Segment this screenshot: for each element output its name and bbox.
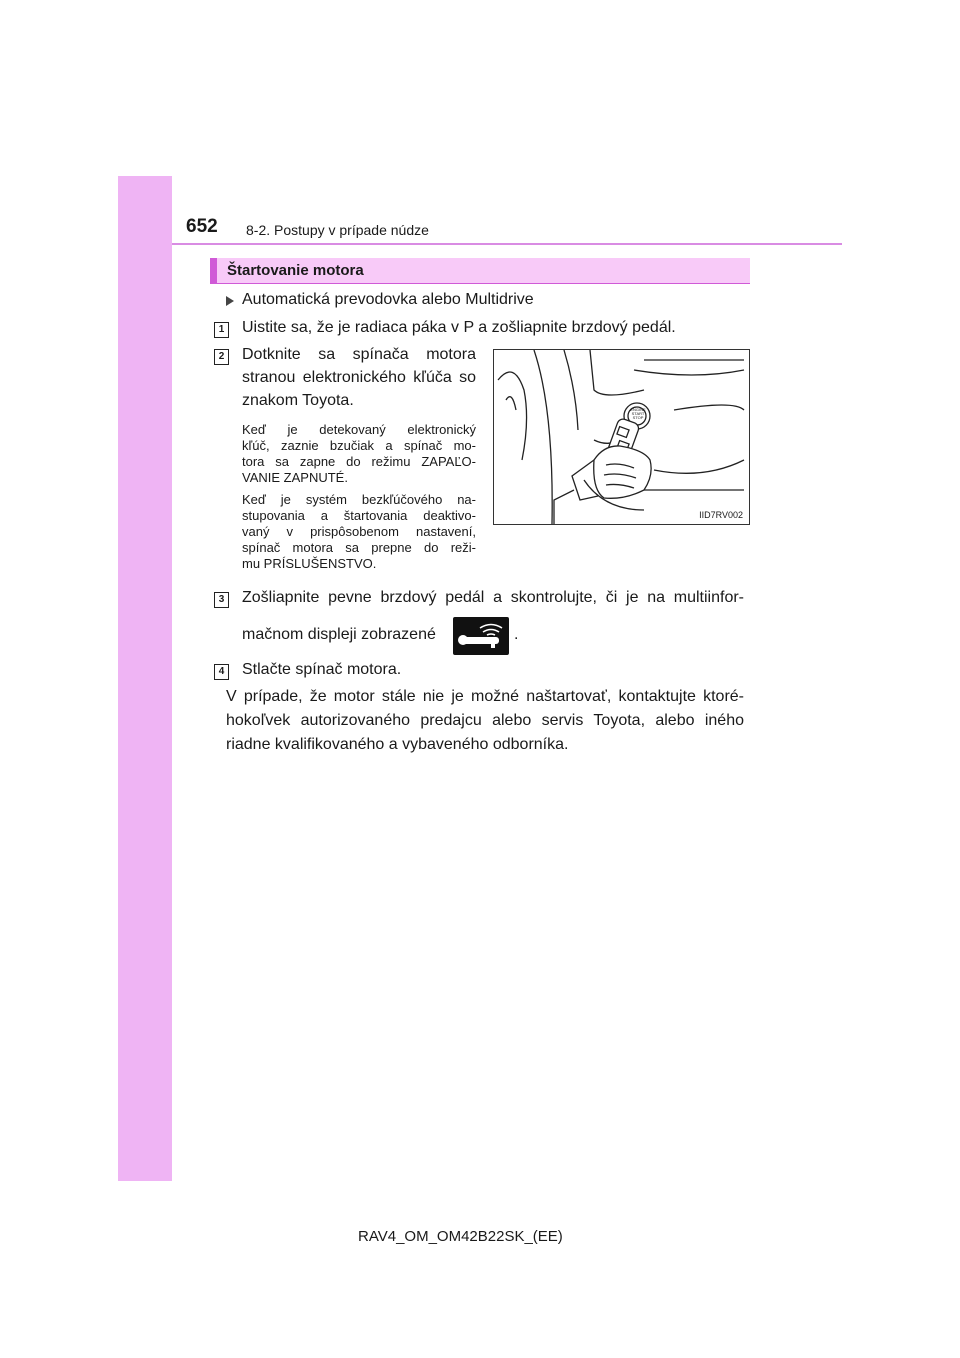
header-rule (172, 243, 842, 245)
key-indicator-icon (453, 617, 509, 655)
section-heading (210, 258, 750, 284)
closing-line: riadne kvalifikovaného a vybaveného odborníka. (226, 736, 569, 753)
step-2-note-line: kľúč, zaznie bzučiak a spínač mo- (242, 438, 476, 453)
step-2-note-line: Keď je detekovaný elektronický (242, 422, 476, 437)
step-3-line-2-end: . (514, 626, 519, 643)
step-2-line: stranou elektronického kľúča so (242, 369, 476, 386)
document-footer: RAV4_OM_OM42B22SK_(EE) (358, 1228, 563, 1245)
closing-line: hokoľvek autorizovaného predajcu alebo servis Toyota, alebo iného (226, 712, 744, 729)
chapter-sidebar-tab (118, 176, 172, 1181)
chapter-title: 8-2. Postupy v prípade núdze (246, 222, 429, 238)
step-2-note-line: VANIE ZAPNUTÉ. (242, 470, 348, 485)
button-label-line: START (631, 411, 645, 416)
engine-start-illustration (493, 349, 750, 525)
triangle-right-icon (226, 296, 234, 306)
step-2-note-line: vaný v prispôsobenom nastavení, (242, 524, 476, 539)
step-3-line-2: mačnom displeji zobrazené (242, 626, 436, 643)
step-2-line: Dotknite sa spínača motora (242, 346, 476, 363)
step-badge-4: 4 (214, 664, 229, 680)
hand-key-drawing-icon (494, 350, 749, 524)
step-1-text: Uistite sa, že je radiaca páka v P a zošliapnite brzdový pedál. (242, 319, 676, 336)
step-3-line-1: Zošliapnite pevne brzdový pedál a skontrolujte, či je na multiinfor- (242, 589, 744, 606)
step-badge-3: 3 (214, 592, 229, 608)
section-heading-text: Štartovanie motora (227, 262, 364, 279)
step-badge-2: 2 (214, 349, 229, 365)
step-2-line: znakom Toyota. (242, 392, 354, 409)
step-4-text: Stlačte spínač motora. (242, 661, 402, 678)
step-2-note-line: mu PRÍSLUŠENSTVO. (242, 556, 377, 571)
button-label-line: STOP (632, 415, 644, 420)
step-2-note-line: Keď je systém bezkľúčového na- (242, 492, 476, 507)
button-label-line: ENGINE (630, 407, 646, 412)
closing-line: V prípade, že motor stále nie je možné naštartovať, kontaktujte ktoré- (226, 688, 744, 705)
step-2-note-line: stupovania a štartovania deaktivo- (242, 508, 476, 523)
step-2-note-line: spínač motora sa prepne do reži- (242, 540, 476, 555)
page-number: 652 (186, 216, 218, 237)
step-badge-1: 1 (214, 322, 229, 338)
figure-code: IID7RV002 (699, 510, 743, 520)
step-2-note-line: tora sa zapne do režimu ZAPAĽO- (242, 454, 476, 469)
section-subtitle: Automatická prevodovka alebo Multidrive (242, 291, 534, 308)
